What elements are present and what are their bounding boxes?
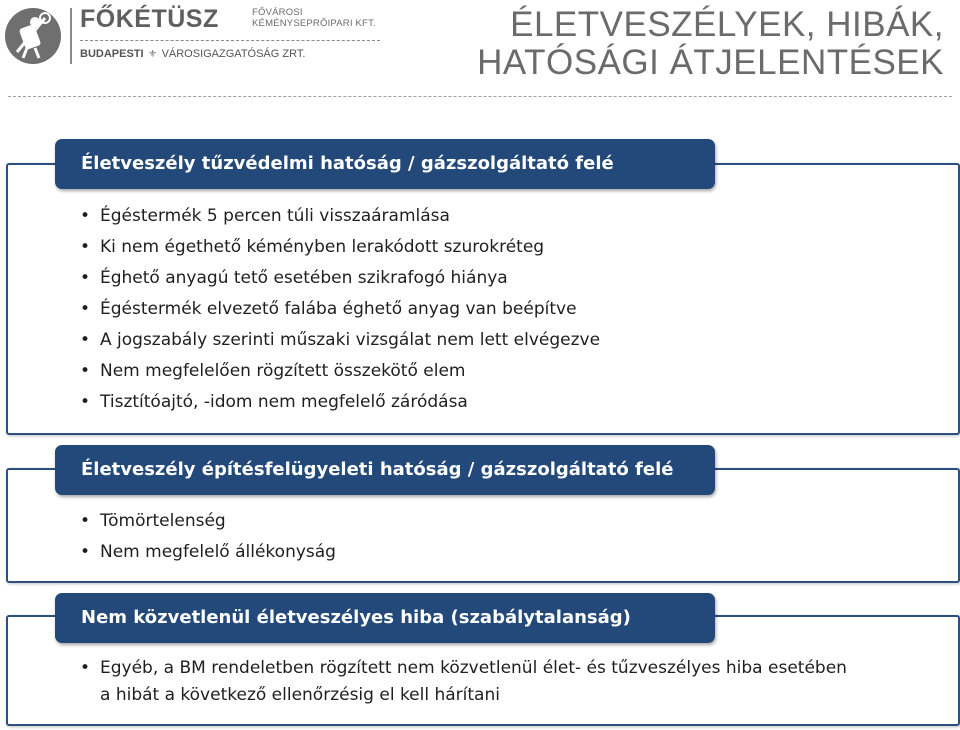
- list-item: • Égéstermék elvezető falába éghető anyag van beépítve: [80, 294, 600, 325]
- list-item: • Egyéb, a BM rendeletben rögzített nem közvetlenül élet- és tűzveszélyes hiba esetében a hibát a következő ellenőrzésig el kell hárítani: [80, 655, 860, 709]
- list-fire-authority: [80, 201, 600, 418]
- brand-divider: [80, 40, 380, 41]
- section-heading-fire-authority: Életveszély tűzvédelmi hatóság / gázszolgáltató felé: [55, 139, 715, 189]
- list-item: • A jogszabály szerinti műszaki vizsgálat nem lett elvégezve: [80, 325, 600, 356]
- list-irregularity: [80, 655, 860, 709]
- page-title: [477, 6, 944, 82]
- page-title-line2: HATÓSÁGI ÁTJELENTÉSEK: [477, 43, 944, 82]
- company-logo: [5, 8, 61, 64]
- city-company-rest: VÁROSIGAZGATÓSÁG ZRT.: [161, 48, 306, 60]
- list-item: • Tisztítóajtó, -idom nem megfelelő záródása: [80, 387, 600, 418]
- city-name: BUDAPESTI: [80, 48, 144, 60]
- coat-of-arms-icon: ⚜: [148, 49, 158, 60]
- brand-subtitle-line1: FŐVÁROSI: [252, 7, 303, 18]
- list-item: • Ki nem égethető kéményben lerakódott szurokréteg: [80, 232, 600, 263]
- list-item: • Nem megfelelő állékonyság: [80, 537, 336, 568]
- header-divider: [8, 96, 952, 97]
- chimney-sweep-icon: [5, 8, 61, 64]
- list-item: • Égéstermék 5 percen túli visszaáramlása: [80, 201, 600, 232]
- section-heading-irregularity: Nem közvetlenül életveszélyes hiba (szabálytalanság): [55, 593, 715, 643]
- list-item: • Éghető anyagú tető esetében szikrafogó hiánya: [80, 263, 600, 294]
- brand-subtitle-line2: KÉMÉNYSEPRŐIPARI KFT.: [252, 18, 376, 29]
- brand-subtitle: [252, 7, 376, 29]
- list-item: • Tömörtelenség: [80, 506, 336, 537]
- brand-name: FŐKÉTÜSZ: [80, 5, 219, 33]
- city-company-name: [80, 48, 305, 61]
- page-title-line1: ÉLETVESZÉLYEK, HIBÁK,: [510, 5, 944, 44]
- list-item: • Nem megfelelően rögzített összekötő elem: [80, 356, 600, 387]
- logo-divider: [70, 8, 72, 64]
- section-heading-building-authority: Életveszély építésfelügyeleti hatóság / gázszolgáltató felé: [55, 445, 715, 495]
- list-building-authority: [80, 506, 336, 568]
